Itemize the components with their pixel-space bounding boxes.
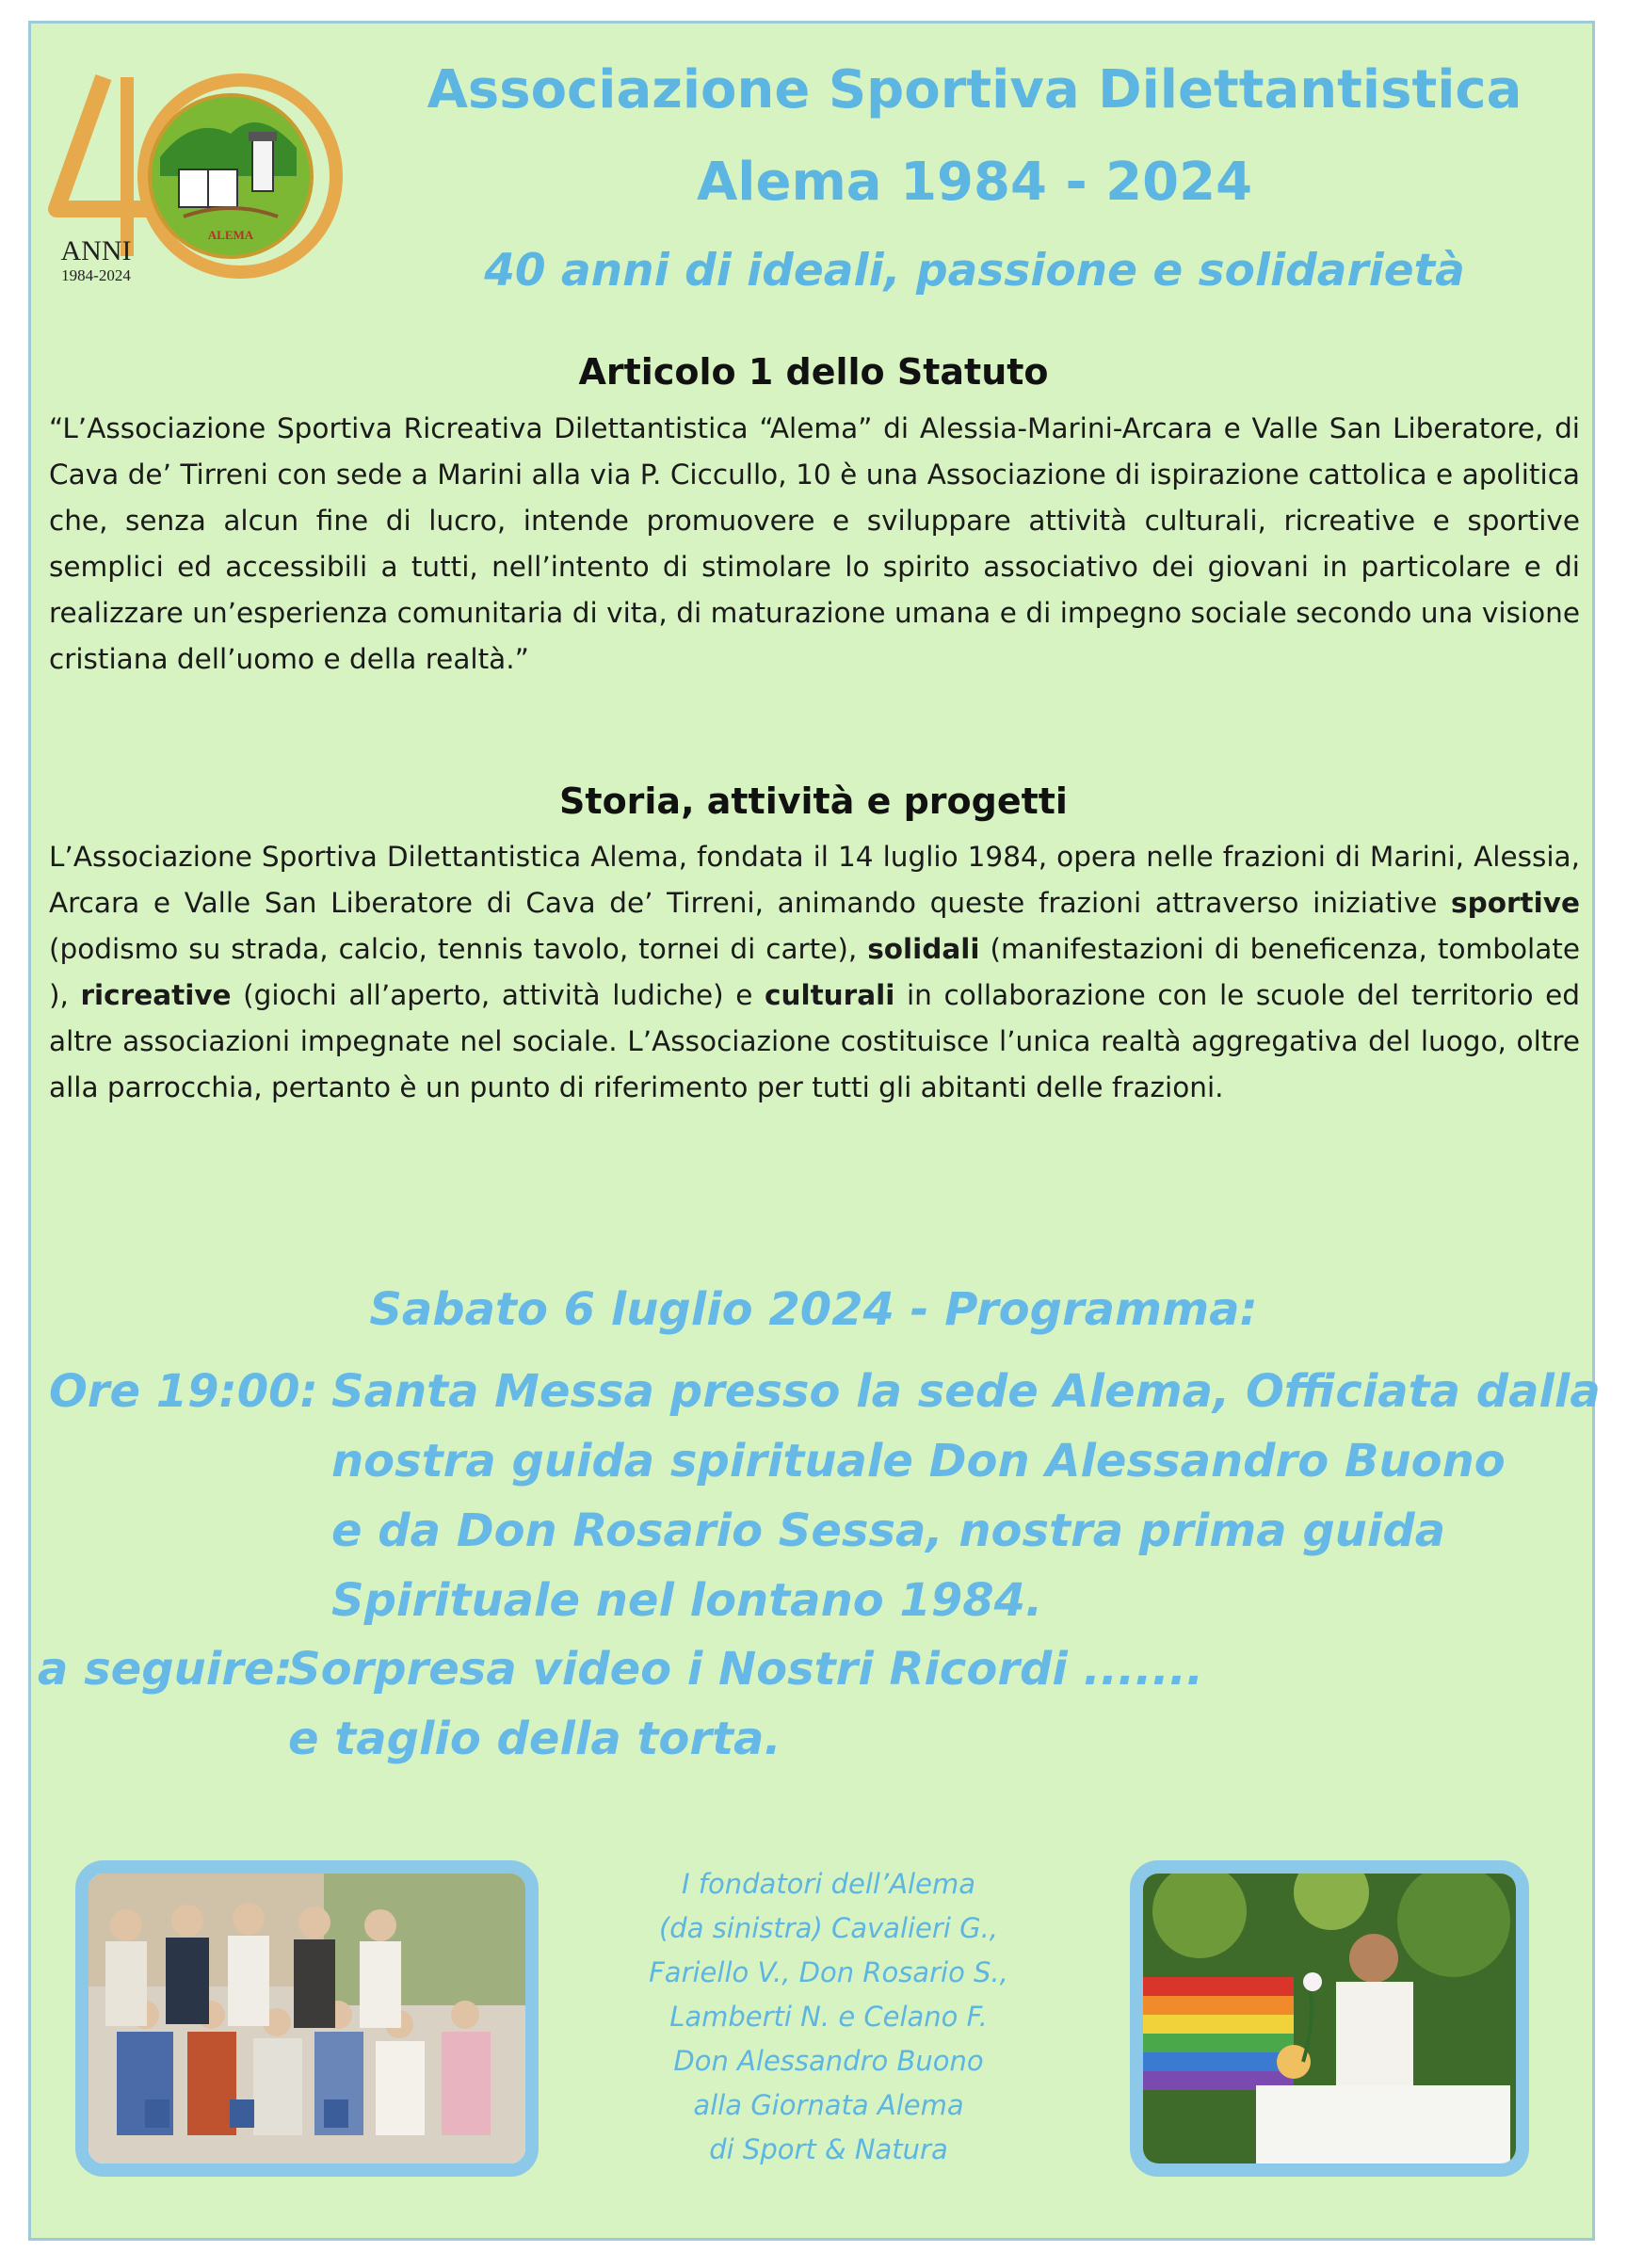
statute-paragraph: “L’Associazione Sportiva Ricreativa Dilettantistica “Alema” di Alessia-Marini-Arcara e Valle San Liberatore, di Cava de’ Tirreni con sede a Marini alla via P. Ciccullo, 10 è una Associazione di ispirazione cattolica e apolitica che, senza alcun fine di lucro, intende promuovere e sviluppare attività culturali, ricreative e sportive semplici ed accessibili a tutti, nell’intento di stimolare lo spirito associativo dei giovani in particolare e di realizzare un’esperienza comunitaria di vita, di maturazione umana e di impegno sociale secondo una visione cristiana dell’uomo e della realtà.” — [49, 412, 1580, 675]
emblem-badge-text: ALEMA — [207, 228, 254, 242]
history-text-1: L’Associazione Sportiva Dilettantistica Alema, fondata il 14 luglio 1984, opera nelle frazioni di Marini, Alessia, Arcara e Valle San Liberatore di Cava de’ Tirreni, animando queste frazioni attraverso iniziative — [49, 841, 1580, 919]
caption-line: Fariello V., Don Rosario S., — [649, 1956, 1008, 1988]
founders-photo-image — [89, 1874, 525, 2163]
caption-line: Lamberti N. e Celano F. — [669, 2001, 988, 2033]
anniversary-logo — [38, 58, 348, 292]
history-text-4: (giochi all’aperto, attività ludiche) e — [231, 979, 765, 1011]
photo-caption — [565, 1862, 1092, 2172]
caption-line: Don Alessandro Buono — [673, 2045, 984, 2077]
caption-line: di Sport & Natura — [709, 2133, 948, 2165]
logo-years-text: 1984-2024 — [61, 266, 131, 284]
caption-line: I fondatori dell’Alema — [682, 1868, 975, 1900]
founders-photo — [75, 1860, 539, 2177]
program-title: Sabato 6 luglio 2024 - Programma: — [369, 1283, 1258, 1336]
history-bold-sportive: sportive — [1451, 887, 1580, 919]
program-line: Sorpresa video i Nostri Ricordi ....... — [288, 1643, 1204, 1696]
section-heading-history: Storia, attività e progetti — [559, 780, 1068, 822]
history-paragraph — [49, 834, 1580, 1111]
history-text-5: in collaborazione con le scuole del territorio ed altre associazioni impegnate nel sociale. L’Associazione costituisce l’unica realtà aggregativa del luogo, oltre alla parrocchia, pertanto è un punto di riferimento per tutti gli abitanti delle frazioni. — [49, 979, 1580, 1103]
priest-photo — [1130, 1860, 1529, 2177]
history-text-2: (podismo su strada, calcio, tennis tavolo, tornei di carte), — [49, 933, 868, 965]
alema-emblem — [150, 95, 312, 257]
logo-anni-text: ANNI — [60, 235, 132, 266]
history-bold-solidali: solidali — [867, 933, 980, 965]
tagline: 40 anni di ideali, passione e solidarietà — [484, 245, 1465, 297]
program-line: Spirituale nel lontano 1984. — [331, 1574, 1043, 1627]
program-time-label: Ore 19:00: — [49, 1365, 318, 1418]
priest-photo-image — [1143, 1874, 1516, 2163]
caption-line: (da sinistra) Cavalieri G., — [658, 1912, 999, 1944]
caption-line: alla Giornata Alema — [693, 2089, 964, 2121]
history-bold-culturali: culturali — [764, 979, 895, 1011]
title-line-1: Associazione Sportiva Dilettantistica — [427, 59, 1522, 121]
program-line: e da Don Rosario Sessa, nostra prima guida — [331, 1504, 1446, 1557]
program-line: Santa Messa presso la sede Alema, Officiata dalla — [331, 1365, 1601, 1418]
history-bold-ricreative: ricreative — [80, 979, 232, 1011]
program-following-label: a seguire: — [38, 1643, 293, 1696]
title-line-2: Alema 1984 - 2024 — [696, 152, 1253, 213]
section-heading-statute: Articolo 1 dello Statuto — [578, 351, 1049, 393]
program-line: nostra guida spirituale Don Alessandro Buono — [331, 1435, 1506, 1488]
program-line: e taglio della torta. — [288, 1713, 781, 1765]
history-text-3: (manifestazioni di beneficenza, tombolate ), — [49, 933, 1580, 1011]
